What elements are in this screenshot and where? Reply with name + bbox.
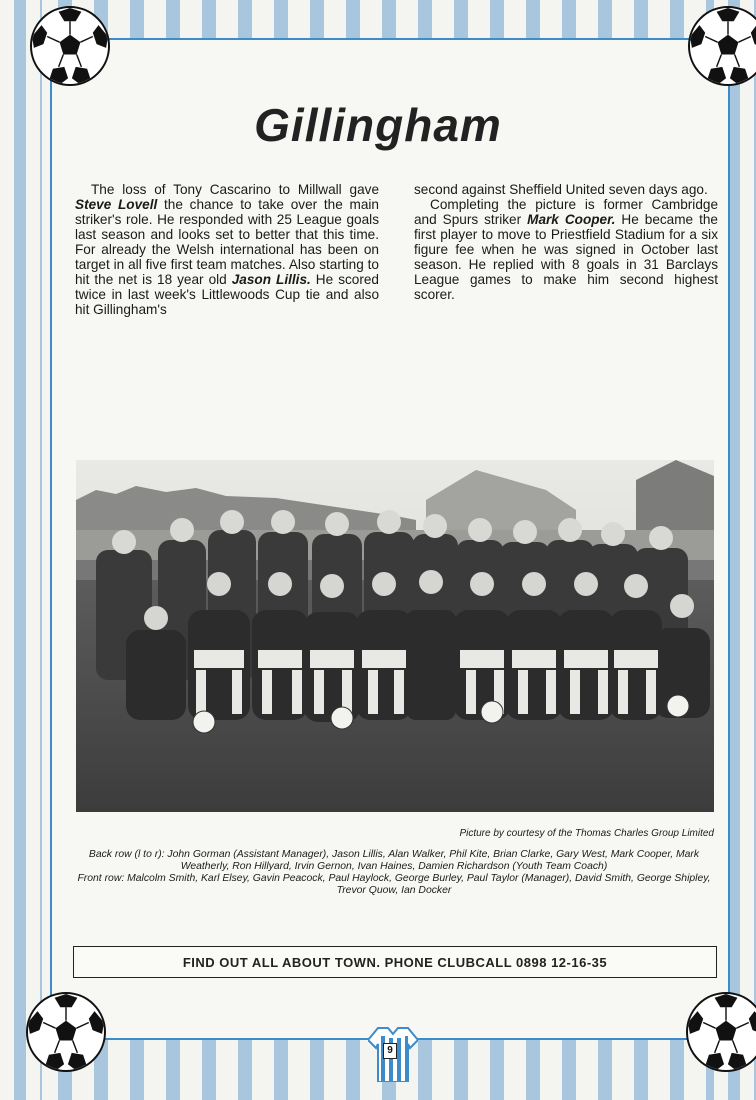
caption-text: Malcolm Smith, Karl Elsey, Gavin Peacock, Paul Haylock, George Burley, Paul Taylor (Manager), David Smith, George Shipley, Trevor Quow, Ian Docker — [124, 873, 711, 896]
page-title: Gillingham — [254, 99, 502, 151]
football-icon — [686, 992, 756, 1072]
top-stripes — [0, 0, 756, 38]
article-text: the chance to take over the main striker's role. He responded with 25 League goals last season and looks set to better that this time. For already the Welsh international has been on target in all five first team matches. Also starting to hit the net is 18 year old — [75, 197, 379, 287]
team-photo — [76, 460, 714, 812]
clubcall-banner: FIND OUT ALL ABOUT TOWN. PHONE CLUBCALL 0898 12-16-35 — [73, 946, 717, 978]
photo-credit: Picture by courtesy of the Thomas Charles Group Limited — [459, 828, 714, 839]
article-text: Completing the picture is former Cambridge and Spurs striker — [414, 197, 718, 227]
caption-label: Back row (l to r): — [88, 849, 165, 860]
article-text: He scored twice in last week's Littlewoods Cup tie and also hit Gillingham's — [75, 272, 379, 317]
caption-front-row — [73, 873, 715, 897]
football-icon — [26, 992, 106, 1072]
article-column-right — [414, 182, 718, 302]
player-name: Mark Cooper. — [527, 212, 616, 227]
article-text: He became the first player to move to Priestfield Stadium for a six figure fee when he was signed in October last season. He replied with 8 goals in 31 Barclays League games to make him second highest scorer. — [414, 212, 718, 302]
football-icon — [30, 6, 110, 86]
article-text: The loss of Tony Cascarino to Millwall gave — [91, 182, 379, 197]
article-paragraph: second against Sheffield United seven days ago. — [414, 182, 708, 197]
player-name: Steve Lovell — [75, 197, 158, 212]
article-column-left — [75, 182, 379, 317]
caption-back-row — [73, 849, 715, 873]
player-name: Jason Lillis. — [231, 272, 311, 287]
left-stripes — [0, 0, 42, 1100]
page-number: 9 — [383, 1043, 397, 1059]
article-paragraph — [414, 197, 718, 302]
caption-label: Front row: — [77, 873, 125, 884]
caption-text: John Gorman (Assistant Manager), Jason Lillis, Alan Walker, Phil Kite, Brian Clarke, Gary West, Mark Cooper, Mark Weatherly, Ron Hillyard, Irvin Gernon, Ivan Haines, Damien Richardson (Youth Team Coach) — [164, 849, 700, 872]
photo-caption — [73, 849, 715, 897]
article-paragraph — [75, 182, 379, 317]
